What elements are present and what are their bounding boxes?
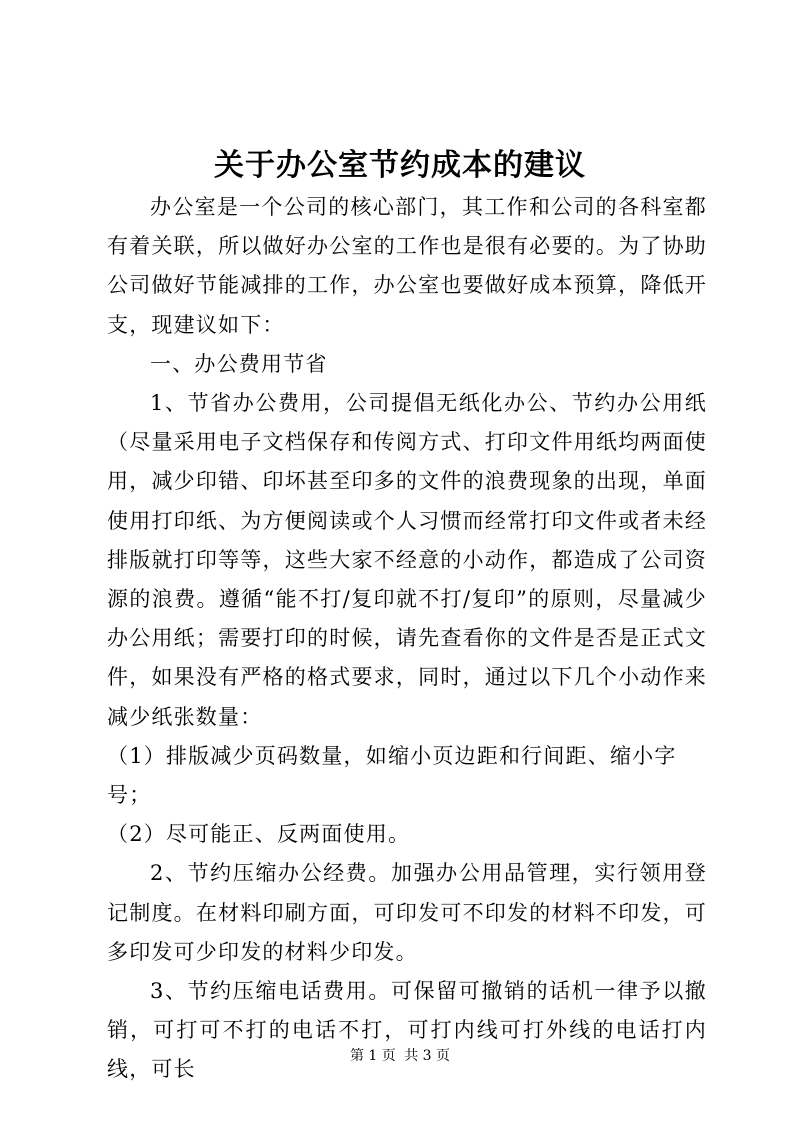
page-footer <box>0 1045 800 1065</box>
page-total: 共 3 页 <box>404 1048 451 1064</box>
paragraph-subitem-1: （1）排版减少页码数量，如缩小页边距和行间距、缩小字号； <box>107 743 677 808</box>
document-body <box>107 188 707 1090</box>
paragraph-item-2: 2、节约压缩办公经费。加强办公用品管理，实行领用登记制度。在材料印刷方面，可印发可不印发的材料不印发，可多印发可少印发的材料少印发。 <box>107 861 707 964</box>
page-number: 第 1 页 <box>349 1048 396 1064</box>
section-heading-office-expenses: 一、办公费用节省 <box>150 351 328 376</box>
paragraph-item-1: 1、节省办公费用，公司提倡无纸化办公、节约办公用纸（尽量采用电子文档保存和传阅方式、打印文件用纸均两面使用，减少印错、印坏甚至印多的文件的浪费现象的出现，单面使用打印纸、为方便阅读或个人习惯而经常打印文件或者未经排版就打印等等，这些大家不经意的小动作，都造成了公司资源的浪费。遵循“能不打/复印就不打/复印”的原则，尽量减少办公用纸；需要打印的时候，请先查看你的文件是否是正式文件，如果没有严格的格式要求，同时，通过以下几个小动作来减少纸张数量： <box>107 391 707 729</box>
paragraph-intro: 办公室是一个公司的核心部门，其工作和公司的各科室都有着关联，所以做好办公室的工作也是很有必要的。为了协助公司做好节能减排的工作，办公室也要做好成本预算，降低开支，现建议如下： <box>107 195 707 337</box>
paragraph-subitem-2: （2）尽可能正、反两面使用。 <box>107 822 411 847</box>
page-title: 关于办公室节约成本的建议 <box>214 148 586 183</box>
paragraph-item-3: 3、节约压缩电话费用。可保留可撤销的话机一律予以撤销，可打可不打的电话不打，可打内线可打外线的电话打内线，可长 <box>107 979 707 1082</box>
